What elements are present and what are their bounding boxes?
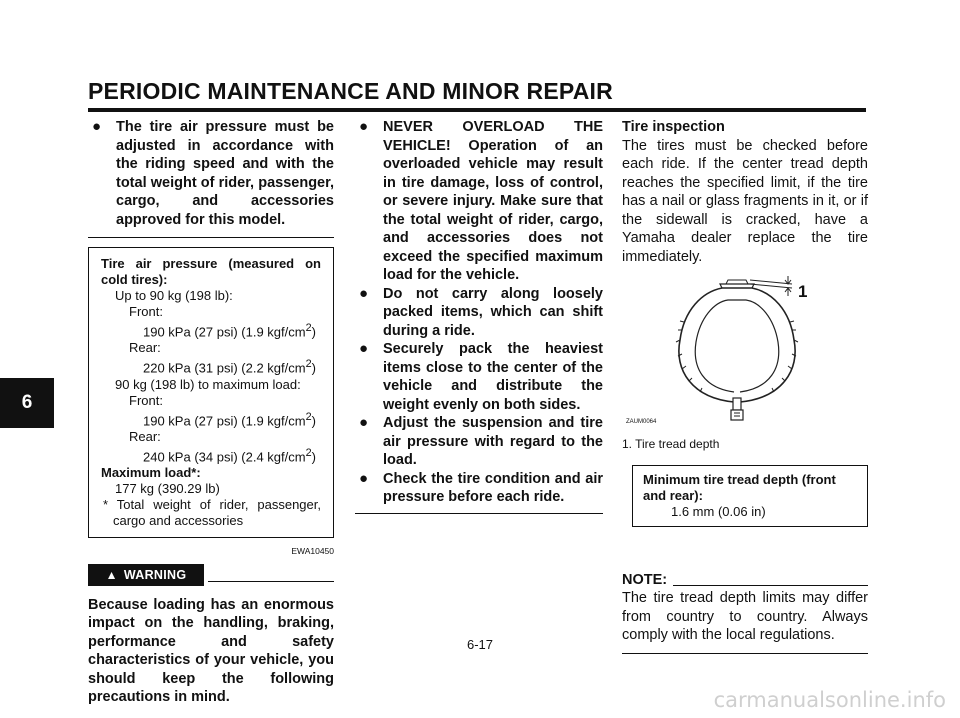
tire-tread-figure [622, 274, 868, 424]
page-header-title: PERIODIC MAINTENANCE AND MINOR REPAIR [88, 78, 613, 104]
section-divider [88, 237, 334, 238]
chapter-tab: 6 [0, 378, 54, 428]
bullet-item: ● NEVER OVERLOAD THE VEHICLE! Operation of an overloaded vehicle may result in tire damage, loss of control, or severe injury. Make sure that the total weight of rider, cargo, and accessories does not exceed the specified maximum load for the vehicle. [359, 118, 603, 283]
bullet-dot-icon: ● [359, 284, 369, 302]
bullet-item: ● Check the tire condition and air pressure before each ride. [359, 469, 603, 505]
spec-line: Up to 90 kg (198 lb): [115, 288, 233, 303]
warning-text: Because loading has an enormous impact on the handling, braking, performance and safety characteristics of your vehicle, you should keep the following precautions in mind. [88, 596, 334, 706]
spec-title: Tire air pressure (measured on cold tires): [101, 256, 321, 287]
section-divider [355, 513, 603, 514]
warning-badge [88, 564, 204, 586]
spec-line: Front: [129, 392, 163, 408]
note-rule [673, 585, 868, 586]
figure-caption: 1. Tire tread depth [622, 437, 720, 451]
spec-line: 240 kPa (34 psi) (2.4 kgf/$cm^2$) [143, 446, 316, 465]
watermark: carmanualsonline.info [713, 688, 946, 712]
column-left [88, 118, 334, 707]
column-right [622, 118, 868, 654]
spec-line: 90 kg (198 lb) to maximum load: [115, 376, 301, 392]
spec-line: Front: [129, 304, 163, 319]
bullet-dot-icon: ● [359, 340, 369, 357]
spec-line: Rear: [129, 340, 161, 356]
max-load-label: Maximum load*: [101, 465, 201, 481]
warning-header [88, 564, 334, 586]
bullet-item [88, 118, 334, 229]
tire-cross-section-illustration [622, 274, 868, 424]
spec-line: 190 kPa (27 psi) (1.9 kgf/$cm^2$) [143, 322, 316, 340]
section-heading: Tire inspection [622, 119, 725, 135]
header-rule [88, 108, 866, 112]
warning-rule [208, 581, 334, 582]
warning-triangle-icon: ▲ [105, 567, 118, 582]
bullet-dot-icon: ● [359, 118, 369, 135]
warning-code: EWA10450 [291, 546, 334, 557]
note-header [622, 571, 868, 590]
bullet-item: ● Do not carry along loosely packed items, which can shift during a ride. [359, 284, 603, 339]
max-load-value: 177 kg (390.29 lb) [115, 481, 220, 497]
section-divider [622, 653, 868, 654]
bullet-text: The tire air pressure must be adjusted in accordance with the riding speed and with the total weight of rider, passenger, cargo, and accessories approved for this model. [116, 119, 334, 228]
bullet-item: ● Adjust the suspension and tire air pressure with regard to the load. [359, 414, 603, 468]
tread-depth-spec-box [632, 465, 868, 527]
spec-title: Minimum tire tread depth (front and rear): [643, 471, 836, 503]
bullet-dot-icon: ● [359, 469, 369, 487]
bullet-dot-icon: ● [359, 414, 369, 431]
spec-line: 220 kPa (31 psi) (2.2 kgf/$cm^2$) [143, 358, 316, 376]
spec-footnote: * Total weight of rider, passenger, cargo and accessories [103, 497, 321, 529]
note-text: The tire tread depth limits may differ from country to country. Always comply with the local regulations. [622, 590, 868, 643]
bullet-list-pressure [88, 118, 334, 229]
bullet-dot-icon: ● [92, 118, 102, 135]
bullet-list-precautions [355, 118, 603, 507]
figure-callout-number: 1 [798, 282, 808, 301]
figure-code: ZAUM0064 [626, 419, 657, 425]
bullet-item: ● Securely pack the heaviest items close to the center of the vehicle and distribute the weight evenly on both sides. [359, 340, 603, 413]
inspection-paragraph: The tires must be checked before each ride. If the center tread depth reaches the specified limit, if the tire has a nail or glass fragments in it, or if the sidewall is cracked, have a Yamaha dealer replace the tire immediately. [622, 137, 868, 265]
tire-pressure-spec-box [88, 247, 334, 538]
note-label: NOTE: [622, 571, 668, 588]
spec-line: Rear: [129, 428, 161, 444]
page-number: 6-17 [466, 637, 494, 652]
column-middle [355, 118, 603, 514]
spec-value: 1.6 mm (0.06 in) [671, 503, 766, 519]
spec-line: 190 kPa (27 psi) (1.9 kgf/$cm^2$) [143, 410, 316, 428]
warning-label: WARNING [123, 567, 187, 582]
